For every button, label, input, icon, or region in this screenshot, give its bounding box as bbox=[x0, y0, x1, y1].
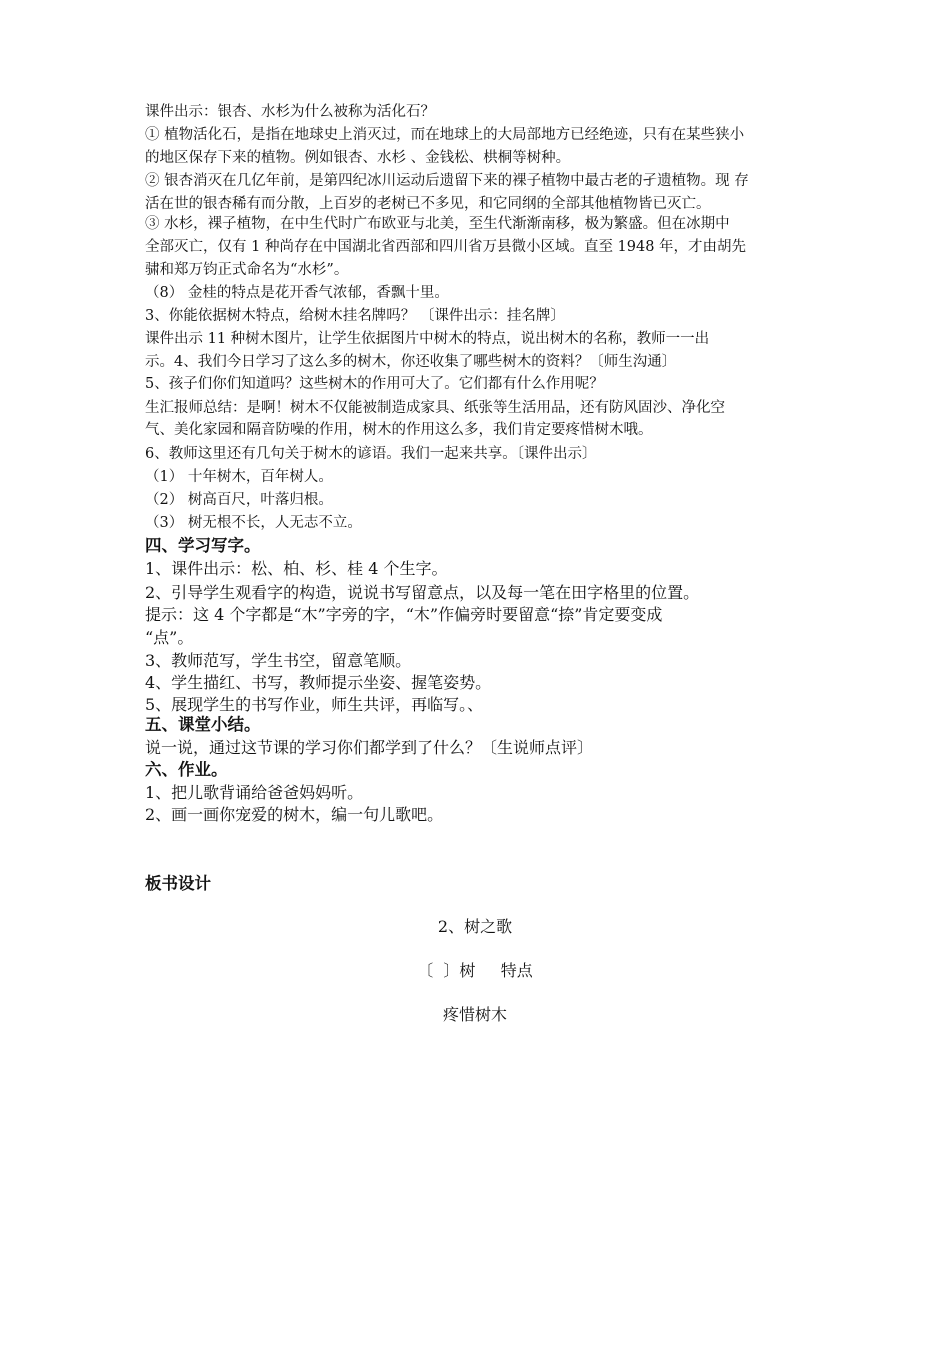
text-line: 全部灭亡，仅有 1 种尚存在中国湖北省西部和四川省万县微小区域。直至 1948 年，才由胡先 bbox=[145, 239, 747, 255]
board-line: 疼惜树木 bbox=[442, 1005, 507, 1024]
text-line: 1、把儿歌背诵给爸爸妈妈听。 bbox=[145, 783, 364, 802]
text-line: 活在世的银杏稀有而分散，上百岁的老树已不多见，和它同纲的全部其他植物皆已灭亡。 bbox=[145, 196, 711, 212]
text-line: （8） 金桂的特点是花开香气浓郁，香飘十里。 bbox=[145, 285, 449, 301]
text-line: 生汇报师总结：是啊！树木不仅能被制造成家具、纸张等生活用品，还有防风固沙、净化空 bbox=[145, 400, 725, 416]
text-line: ① 植物活化石，是指在地球史上消灭过，而在地球上的大局部地方已经绝迹，只有在某些狭小 bbox=[145, 127, 745, 143]
text-line: 1、课件出示：松、柏、杉、桂 4 个生字。 bbox=[145, 559, 448, 578]
text-line: 5、展现学生的书写作业，师生共评，再临写。、 bbox=[145, 695, 484, 714]
section-heading-6: 六、作业。 bbox=[145, 760, 228, 779]
text-line: 课件出示：银杏、水杉为什么被称为活化石？ bbox=[145, 104, 435, 120]
text-line: 4、学生描红、书写，教师提示坐姿、握笔姿势。 bbox=[145, 673, 492, 692]
section-heading-4: 四、学习写字。 bbox=[145, 536, 261, 555]
text-line: 5、孩子们你们知道吗？这些树木的作用可大了。它们都有什么作用呢？ bbox=[145, 376, 604, 392]
board-design-heading: 板书设计 bbox=[145, 874, 211, 893]
text-line: （3） 树无根不长，人无志不立。 bbox=[145, 515, 362, 531]
text-line: 3、你能依据树木特点，给树木挂名牌吗？ 〔课件出示：挂名牌〕 bbox=[145, 308, 565, 324]
text-line: ③ 水杉，裸子植物，在中生代时广布欧亚与北美，至生代渐渐南移，极为繁盛。但在冰期中 bbox=[145, 216, 730, 232]
text-line: 的地区保存下来的植物。例如银杏、水杉 、金钱松、栱桐等树种。 bbox=[145, 150, 571, 166]
text-line: （2） 树高百尺，叶落归根。 bbox=[145, 492, 333, 508]
text-line: 3、教师范写，学生书空，留意笔顺。 bbox=[145, 651, 412, 670]
text-line: 2、引导学生观看字的构造，说说书写留意点，以及每一笔在田字格里的位置。 bbox=[145, 583, 700, 602]
text-line: 示。4、我们今日学习了这么多的树木，你还收集了哪些树木的资料？〔师生沟通〕 bbox=[145, 354, 677, 370]
text-line: 气、美化家园和隔音防噪的作用，树木的作用这么多，我们肯定要疼惜树木哦。 bbox=[145, 422, 653, 438]
section-heading-5: 五、课堂小结。 bbox=[145, 715, 261, 734]
text-line: “点”。 bbox=[145, 628, 194, 647]
text-line: 骕和郑万钧正式命名为“水杉”。 bbox=[145, 262, 349, 278]
text-line: （1） 十年树木，百年树人。 bbox=[145, 469, 333, 485]
text-line: 6、教师这里还有几句关于树木的谚语。我们一起来共享。〔课件出示〕 bbox=[145, 446, 597, 462]
text-line: ② 银杏消灭在几亿年前，是第四纪冰川运动后遗留下来的裸子植物中最古老的孑遗植物。现 存 bbox=[145, 173, 749, 189]
text-line: 提示：这 4 个字都是“木”字旁的字，“木”作偏旁时要留意“捺”肯定要变成 bbox=[145, 605, 663, 624]
board-title: 2、树之歌 bbox=[437, 917, 513, 936]
text-line: 说一说，通过这节课的学习你们都学到了什么？〔生说师点评〕 bbox=[145, 738, 594, 757]
board-line: 〔 〕树 特点 bbox=[417, 961, 533, 980]
text-line: 2、画一画你宠爱的树木，编一句儿歌吧。 bbox=[145, 805, 444, 824]
text-line: 课件出示 11 种树木图片，让学生依据图片中树木的特点，说出树木的名称，教师一一出 bbox=[145, 331, 710, 347]
